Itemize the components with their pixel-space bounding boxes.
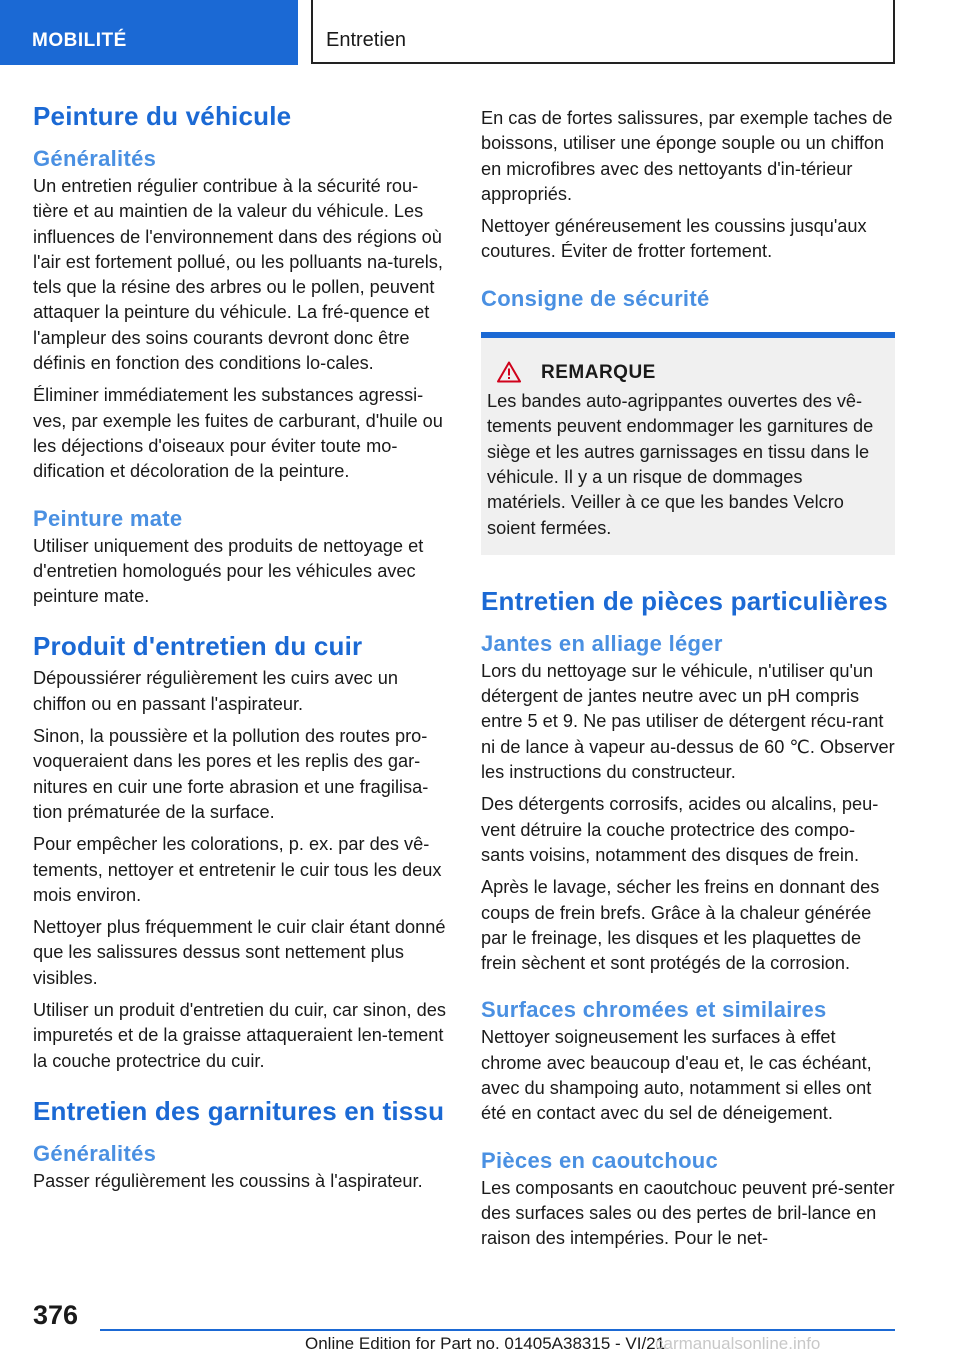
paragraph: Utiliser uniquement des produits de nettoyage et d'entretien homologués pour les véhicules avec peinture mate.	[33, 535, 424, 607]
subheading-general: Généralités	[33, 146, 157, 171]
paragraph: Sinon, la poussière et la pollution des routes pro-voqueraient dans les pores et les replis des gar-nitures en cuir une forte abrasion et une fragilisa-tion prématurée de la surface.	[33, 726, 429, 822]
paragraph: Nettoyer soigneusement les surfaces à effet chrome avec beaucoup d'eau et, le cas échéant, avec du shampoing auto, notamment si elles ont été en contact avec du sel de déneigement.	[481, 1027, 872, 1124]
notice-title: REMARQUE	[541, 361, 656, 383]
paragraph: Éliminer immédiatement les substances agressi-ves, par exemple les fuites de carburant, d'huile ou les déjections d'oiseaux pour éviter toute mo-dification et décoloration de la peinture.	[33, 385, 443, 482]
heading-fabric: Entretien des garnitures en tissu	[33, 1095, 445, 1126]
paragraph: Pour empêcher les colorations, p. ex. par des vê-tements, nettoyer et entretenir le cuir tous les deux mois environ.	[33, 834, 442, 905]
notice-box	[481, 332, 895, 555]
paragraph: Un entretien régulier contribue à la sécurité rou-tière et au maintien de la valeur du véhicule. Les influences de l'environnement dans des régions où l'air est fortement pollué, ou les polluants na-turels, tels que la résine des arbres ou le pollen, peuvent attaquer la peinture du véhicule. La fré-quence et l'ampleur des soins courants devront donc être définis en fonction des conditions lo-cales.	[33, 176, 443, 374]
subheading-safety: Consigne de sécurité	[481, 285, 710, 311]
paragraph: Nettoyer plus fréquemment le cuir clair étant donné que les salissures dessus sont nettement plus visibles.	[33, 917, 446, 988]
footer-divider	[100, 1329, 895, 1331]
footer-watermark: carmanualsonline.info	[655, 1334, 821, 1353]
paragraph: Les composants en caoutchouc peuvent pré-senter des surfaces sales ou des pertes de bril-lance en raison des intempéries. Pour le net-	[481, 1177, 895, 1249]
paragraph: En cas de fortes salissures, par exemple taches de boissons, utiliser une éponge souple ou un chiffon en microfibres avec des nettoyants d'in-térieur appropriés.	[481, 108, 893, 204]
footer-edition: Online Edition for Part no. 01405A38315 - VI/21	[305, 1334, 666, 1353]
notice-header	[487, 360, 881, 385]
left-column	[33, 100, 447, 1201]
subheading-rims: Jantes en alliage léger	[481, 630, 723, 656]
paragraph: Nettoyer généreusement les coussins jusqu'aux coutures. Éviter de frotter fortement.	[481, 216, 867, 262]
notice-body: Les bandes auto-agrippantes ouvertes des vê-tements peuvent endommager les garnitures de siège et les autres garnissages en tissu dans le véhicule. Il y a un risque de dommages matériels. Veiller à ce que les bandes Velcro soient fermées.	[487, 391, 874, 538]
right-column	[481, 106, 895, 1259]
paragraph: Dépoussiérer régulièrement les cuirs avec un chiffon ou en passant l'aspirateur.	[33, 668, 398, 714]
page-number: 376	[33, 1300, 79, 1330]
paragraph: Après le lavage, sécher les freins en donnant des coups de frein brefs. Grâce à la chaleur générée par le freinage, les disques et les plaquettes de frein sèchent et sont protégés de la corrosion.	[481, 877, 880, 974]
subheading-matte: Peinture mate	[33, 505, 183, 531]
subheading-fabric-general: Généralités	[33, 1140, 157, 1166]
paragraph: Lors du nettoyage sur le véhicule, n'utiliser qu'un détergent de jantes neutre avec un pH compris entre 5 et 9. Ne pas utiliser de détergent récu-rant ni de lance à vapeur au-dessus de 60 ℃. Observer les instructions du constructeur.	[481, 660, 895, 783]
heading-parts: Entretien de pièces particulières	[481, 585, 888, 616]
paragraph: Passer régulièrement les coussins à l'aspirateur.	[33, 1170, 423, 1191]
section-title: Entretien	[326, 29, 407, 51]
chapter-tab: MOBILITÉ	[0, 0, 298, 65]
subheading-rubber: Pièces en caoutchouc	[481, 1147, 719, 1173]
heading-leather: Produit d'entretien du cuir	[33, 631, 363, 662]
paragraph: Des détergents corrosifs, acides ou alcalins, peu-vent détruire la couche protectrice des compo-sants voisins, notamment des disques de frein.	[481, 794, 879, 865]
warning-triangle-icon	[497, 361, 521, 383]
subheading-chrome: Surfaces chromées et similaires	[481, 997, 827, 1023]
heading-paint: Peinture du véhicule	[33, 101, 292, 131]
paragraph: Utiliser un produit d'entretien du cuir, car sinon, des impuretés et de la graisse attaqueraient len-tement la couche protectrice du cuir.	[33, 1000, 446, 1071]
